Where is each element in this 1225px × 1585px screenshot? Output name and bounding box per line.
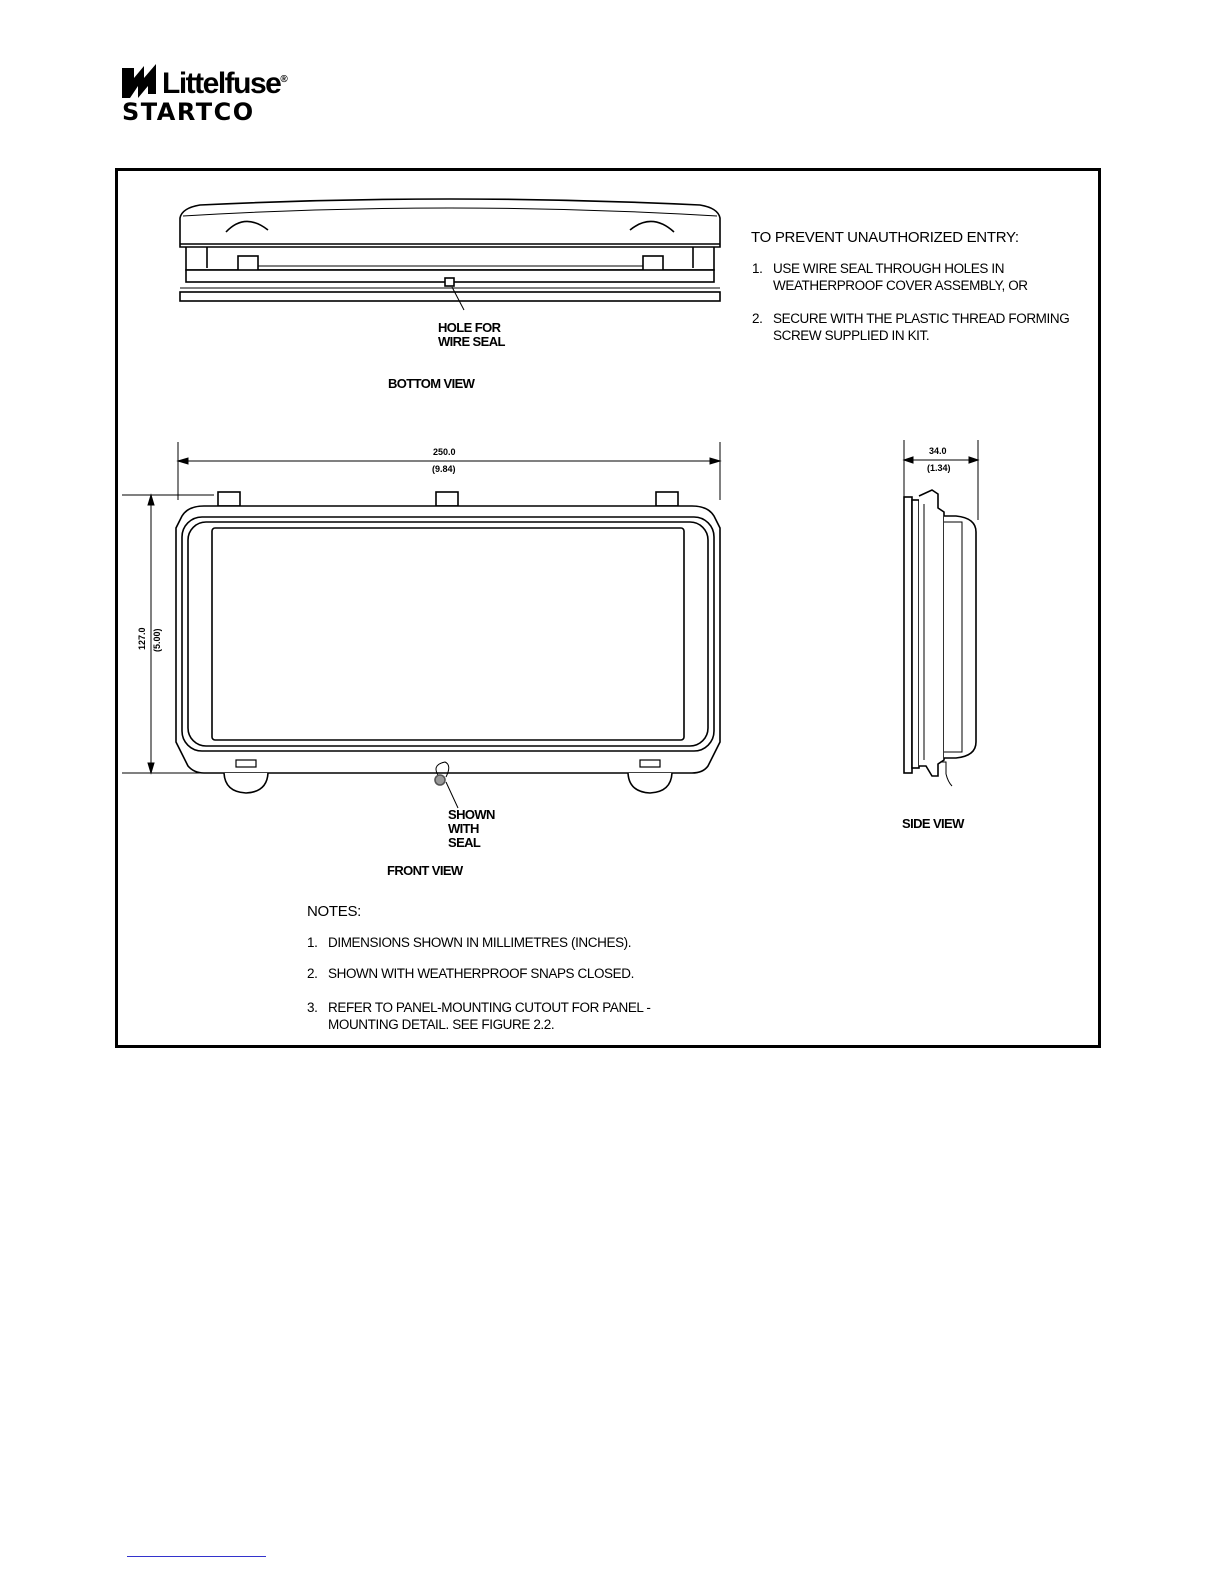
- entry-item-text: USE WIRE SEAL THROUGH HOLES IN: [773, 261, 1005, 276]
- entry-item-number: 1.: [752, 261, 763, 276]
- entry-item-number: 2.: [752, 311, 763, 326]
- entry-title: TO PREVENT UNAUTHORIZED ENTRY:: [751, 229, 1019, 246]
- notes-title: NOTES:: [307, 903, 362, 920]
- seal-callout-line2: WITH: [448, 821, 479, 836]
- height-dimension-in: (5.00): [152, 628, 162, 652]
- note-item-text: DIMENSIONS SHOWN IN MILLIMETRES (INCHES).: [328, 935, 632, 950]
- depth-dimension-in: (1.34): [927, 463, 951, 473]
- depth-dimension-mm: 34.0: [929, 446, 947, 456]
- entry-item-text: WEATHERPROOF COVER ASSEMBLY, OR: [773, 278, 1028, 293]
- bottom-view-label: BOTTOM VIEW: [388, 376, 475, 391]
- entry-item-text: SCREW SUPPLIED IN KIT.: [773, 328, 930, 343]
- note-item-text: SHOWN WITH WEATHERPROOF SNAPS CLOSED.: [328, 966, 634, 981]
- width-dimension-in: (9.84): [432, 464, 456, 474]
- width-dimension-mm: 250.0: [433, 447, 456, 457]
- entry-item-text: SECURE WITH THE PLASTIC THREAD FORMING: [773, 311, 1070, 326]
- bottom-view-drawing: [180, 199, 720, 310]
- front-view-label: FRONT VIEW: [387, 863, 463, 878]
- note-item-number: 2.: [307, 966, 318, 981]
- logo-brand-text: Littelfuse®: [162, 67, 287, 100]
- note-item-text: MOUNTING DETAIL. SEE FIGURE 2.2.: [328, 1017, 555, 1032]
- hole-callout-line1: HOLE FOR: [438, 320, 501, 335]
- seal-callout-line1: SHOWN: [448, 807, 495, 822]
- height-dimension-mm: 127.0: [137, 627, 147, 650]
- note-item-number: 3.: [307, 1000, 318, 1015]
- hole-callout-line2: WIRE SEAL: [438, 334, 505, 349]
- note-item-text: REFER TO PANEL-MOUNTING CUTOUT FOR PANEL -: [328, 1000, 651, 1015]
- footer-link-underline: [127, 1556, 266, 1557]
- front-view-drawing: [176, 492, 720, 808]
- logo-sub-text: STARTCO: [122, 98, 255, 126]
- side-view-label: SIDE VIEW: [902, 816, 964, 831]
- side-view-drawing: [904, 440, 978, 786]
- seal-callout-line3: SEAL: [448, 835, 481, 850]
- note-item-number: 1.: [307, 935, 318, 950]
